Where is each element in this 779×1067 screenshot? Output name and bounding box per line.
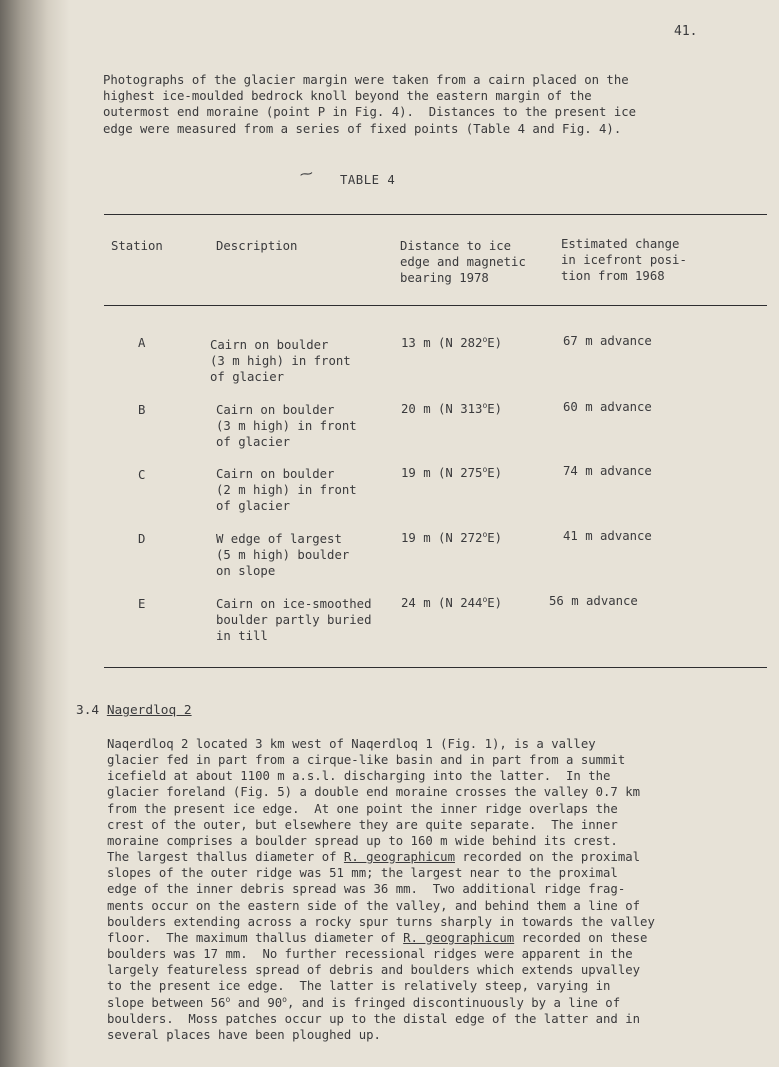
row-a-station: A <box>138 336 146 350</box>
row-c-change: 74 m advance <box>563 464 652 478</box>
row-d-description: W edge of largest (5 m high) boulder on slope <box>216 532 350 578</box>
row-e-station: E <box>138 597 146 611</box>
pencil-mark: ⁓ <box>299 166 314 183</box>
body-line: icefield at about 1100 m a.s.l. discharging into the latter. In the <box>107 769 611 784</box>
table-title: TABLE 4 <box>340 173 396 187</box>
row-e-description: Cairn on ice-smoothed boulder partly buried in till <box>216 597 372 643</box>
body-line: edge of the inner debris spread was 36 mm. Two additional ridge frag- <box>107 882 626 897</box>
body-line: boulders extending across a rocky spur turns sharply in towards the valley <box>107 914 655 929</box>
intro-line: edge were measured from a series of fixed points (Table 4 and Fig. 4). <box>103 121 622 136</box>
body-line: boulders was 17 mm. No further recessional ridges were apparent in the <box>107 947 633 962</box>
body-line: moraine comprises a boulder spread up to 160 m wide behind its crest. <box>107 833 618 848</box>
row-c-station: C <box>138 468 146 482</box>
body-line: ments occur on the eastern side of the valley, and behind them a line of <box>107 898 641 913</box>
row-e-distance: 24 m (N 244$^o$E) <box>401 595 503 610</box>
row-e-change: 56 m advance <box>549 594 638 608</box>
row-c-description: Cairn on boulder (2 m high) in front of glacier <box>216 467 357 513</box>
row-a-description: Cairn on boulder (3 m high) in front of glacier <box>210 338 351 384</box>
row-b-distance: 20 m (N 313$^o$E) <box>401 401 503 416</box>
row-c-distance: 19 m (N 275$^o$E) <box>401 465 503 480</box>
row-b-station: B <box>138 403 146 417</box>
section-number: 3.4 <box>76 703 100 718</box>
row-d-station: D <box>138 532 146 546</box>
row-a-change: 67 m advance <box>563 334 652 348</box>
body-paragraph <box>107 736 767 1043</box>
table-top-rule <box>104 214 767 215</box>
body-line: glacier fed in part from a cirque-like basin and in part from a summit <box>107 753 626 768</box>
intro-line: outermost end moraine (point P in Fig. 4). Distances to the present ice <box>103 105 637 120</box>
row-d-change: 41 m advance <box>563 529 652 543</box>
body-line: several places have been ploughed up. <box>107 1027 381 1042</box>
table-header-rule <box>104 305 767 306</box>
body-line: from the present ice edge. At one point the inner ridge overlaps the <box>107 801 618 816</box>
header-change: Estimated change in icefront posi- tion from 1968 <box>561 237 687 283</box>
body-line: The largest thallus diameter of R. geographicum recorded on the proximal <box>107 850 641 865</box>
species-name: R. geographicum <box>403 930 515 945</box>
intro-line: Photographs of the glacier margin were taken from a cairn placed on the <box>103 73 629 87</box>
row-b-change: 60 m advance <box>563 400 652 414</box>
body-line: floor. The maximum thallus diameter of R. geographicum recorded on these <box>107 930 648 945</box>
row-d-distance: 19 m (N 272$^o$E) <box>401 530 503 545</box>
body-line: largely featureless spread of debris and boulders which extends upvalley <box>107 963 641 978</box>
page-number: 41. <box>674 24 698 39</box>
intro-line: highest ice-moulded bedrock knoll beyond the eastern margin of the <box>103 89 592 104</box>
species-name: R. geographicum <box>343 850 455 865</box>
section-heading <box>76 703 192 718</box>
body-line: slope between 56$^o$ and 90$^o$, and is fringed discontinuously by a line of <box>107 994 621 1010</box>
section-title: Nagerdloq 2 <box>106 703 192 718</box>
body-line: to the present ice edge. The latter is relatively steep, varying in <box>107 979 611 994</box>
row-b-description: Cairn on boulder (3 m high) in front of glacier <box>216 403 357 449</box>
body-line: boulders. Moss patches occur up to the distal edge of the latter and in <box>107 1011 641 1026</box>
row-a-distance: 13 m (N 282$^o$E) <box>401 335 503 350</box>
body-line: slopes of the outer ridge was 51 mm; the largest near to the proximal <box>107 866 618 881</box>
header-distance: Distance to ice edge and magnetic bearing 1978 <box>400 239 526 285</box>
intro-paragraph <box>103 72 743 137</box>
body-line: glacier foreland (Fig. 5) a double end moraine crosses the valley 0.7 km <box>107 785 641 800</box>
table-bottom-rule <box>104 667 767 668</box>
body-line: Naqerdloq 2 located 3 km west of Naqerdloq 1 (Fig. 1), is a valley <box>107 737 596 751</box>
header-station: Station <box>111 239 163 253</box>
header-description: Description <box>216 239 298 253</box>
body-line: crest of the outer, but elsewhere they are quite separate. The inner <box>107 817 618 832</box>
